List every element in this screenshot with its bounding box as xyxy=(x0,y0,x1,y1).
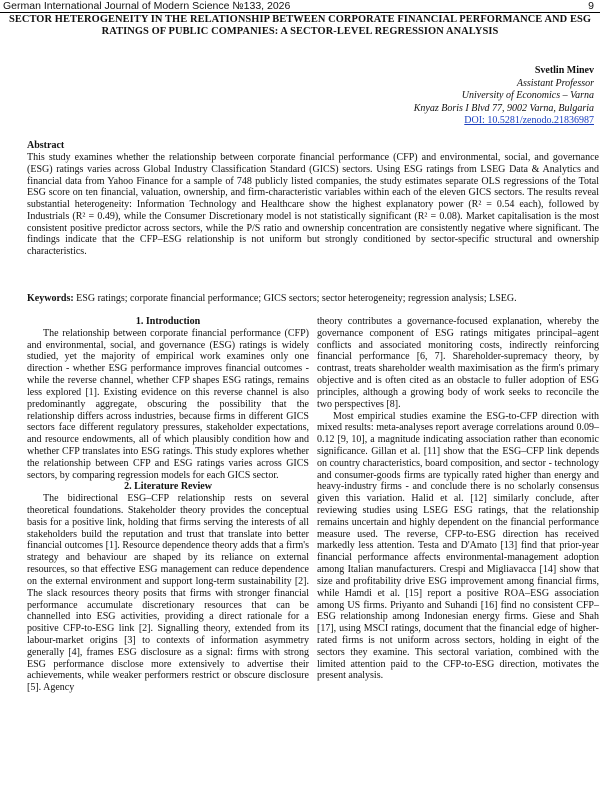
abstract-heading: Abstract xyxy=(27,140,65,151)
right-column xyxy=(317,316,599,682)
intro-heading: 1. Introduction xyxy=(135,316,201,327)
keywords xyxy=(27,293,599,305)
keywords-text: ESG ratings; corporate financial performance; GICS sectors; sector heterogeneity; regression analysis; LSEG. xyxy=(76,293,517,304)
literature-heading: 2. Literature Review xyxy=(124,481,212,493)
paper-title: SECTOR HETEROGENEITY IN THE RELATIONSHIP BETWEEN CORPORATE FINANCIAL PERFORMANCE AND ESG RATINGS OF PUBLIC COMPANIES: A SECTOR-LEVEL REGRESSION ANALYSIS xyxy=(8,14,592,37)
author-block xyxy=(414,65,594,128)
empirical-paragraph: Most empirical studies examine the ESG-to-CFP direction with mixed results: meta-analyses report average correlations around 0.09–0.12 [9, 10], a magnitude indicating association rather than economic significance. Gillan et al. [11] show that the ESG–CFP link depends on country characteristics, board composition, and sector - technology and consumer-goods firms are typically rated higher than energy and heavy-industry firms - and conclude there is no scholarly consensus given this variation. Halid et al. [12] similarly conclude, after reviewing studies using LSEG ESG ratings, that the relationship remains uncertain and highly dependent on the financial performance measure used. The reverse, CFP-to-ESG direction has received markedly less attention. Testa and D'Amato [13] find that prior-year financial performance affects environmental-management adoption among Italian manufacturers. Crespi and Migliavacca [14] show that size and profitability drive ESG improvement among financial firms, while Hamdi et al. [15] report a positive ROA–ESG association among US firms. Priyanto and Suhandi [16] find no consistent CFP–ESG relationship among Indonesian energy firms. Giese and Shah [17], using MSCI ratings, document that the financial edge of higher-rated firms is not uniform across sectors, holding in eight of the sectors they examine. This sectoral variation, combined with the limited attention paid to the CFP-to-ESG direction, motivates the present analysis. xyxy=(317,410,599,682)
author-affiliation: University of Economics – Varna xyxy=(461,90,594,102)
author-name: Svetlin Minev xyxy=(534,65,594,76)
abstract-text: This study examines whether the relationship between corporate financial performance (CFP) and environmental, social, and governance (ESG) ratings varies across Global Industry Classification Standard (GICS) sectors. Using ESG ratings from LSEG Data & Analytics and financial data from Yahoo Finance for a sample of 748 publicly listed companies, the study estimates separate OLS regressions of the Total ESG score on ten financial, valuation, ownership, and firm-characteristic variables within each of the eleven GICS sectors. The results reveal substantial heterogeneity: Information Technology and Healthcare show the highest explanatory power (R² = 0.54 each), followed by Industrials (R² = 0.49), while the Consumer Discretionary model is not statistically significant (R² = 0.08). Market capitalisation is the most consistent positive predictor across sectors, while the P/S ratio and ownership concentration are consistently negative where significant. The findings indicate that the CFP–ESG relationship is not uniform but strongly conditioned by sector-specific structural and ownership characteristics. xyxy=(27,152,599,257)
intro-paragraph: The relationship between corporate financial performance (CFP) and environmental, social, and governance (ESG) ratings is widely studied, yet the majority of empirical work examines only one direction - whether ESG performance improves financial outcomes - while the reverse channel, whether CFP shapes ESG ratings, remains less explored [1]. Existing evidence on this reverse channel is also predominantly aggregate, obscuring the possibility that the relationship differs across industries, because firms in different GICS sectors face different regulatory pressures, stakeholder expectations, and resource endowments, all of which plausibly condition how and whether CFP translates into ESG ratings. This study explores whether the relationship between CFP and ESG ratings varies across GICS sectors, by comparing regression models for each GICS sector. xyxy=(27,327,309,481)
running-header xyxy=(0,0,600,12)
page-number: 9 xyxy=(588,0,594,12)
journal-name: German International Journal of Modern Science №133, 2026 xyxy=(3,0,291,12)
literature-continued: theory contributes a governance-focused explanation, whereby the governance component of ESG ratings mitigates principal–agent conflicts and associated monitoring costs, indirectly reinforcing financial performance [6, 7]. Shareholder-supremacy theory, by contrast, treats shareholder wealth maximisation as the firm's primary objective and is often cited as an obstacle to fuller adoption of ESG principles, although a growing body of work seeks to reconcile the two perspectives [8]. xyxy=(317,316,599,410)
header-rule xyxy=(0,12,600,13)
abstract xyxy=(27,152,599,258)
keywords-label: Keywords: xyxy=(27,293,74,304)
author-address: Knyaz Boris I Blvd 77, 9002 Varna, Bulgaria xyxy=(413,102,594,114)
doi-link[interactable]: DOI: 10.5281/zenodo.21836987 xyxy=(464,115,594,127)
left-column xyxy=(27,316,309,694)
author-position: Assistant Professor xyxy=(516,77,594,89)
literature-paragraph: The bidirectional ESG–CFP relationship rests on several theoretical foundations. Stakeholder theory provides the conceptual basis for a positive link, holding that firms serving the interests of all stakeholders build the reputation and trust that translate into better financial outcomes [1]. Resource dependence theory adds that a firm's strategy and behaviour are shaped by its reliance on external resources, so that effective ESG management can reduce dependence on the external environment and support long-term sustainability [2]. The slack resources theory posits that firms with stronger financial performance accumulate discretionary resources that can be channelled into ESG activities, providing a direct rationale for a positive CFP-to-ESG link [2]. Signalling theory, extended from its labour-market origins [3] to contexts of information asymmetry generally [4], frames ESG disclosure as a signal: firms with strong ESG performance disclose more extensively to advertise their achievements, while weaker performers restrict or obscure disclosure [5]. Agency xyxy=(27,493,309,694)
